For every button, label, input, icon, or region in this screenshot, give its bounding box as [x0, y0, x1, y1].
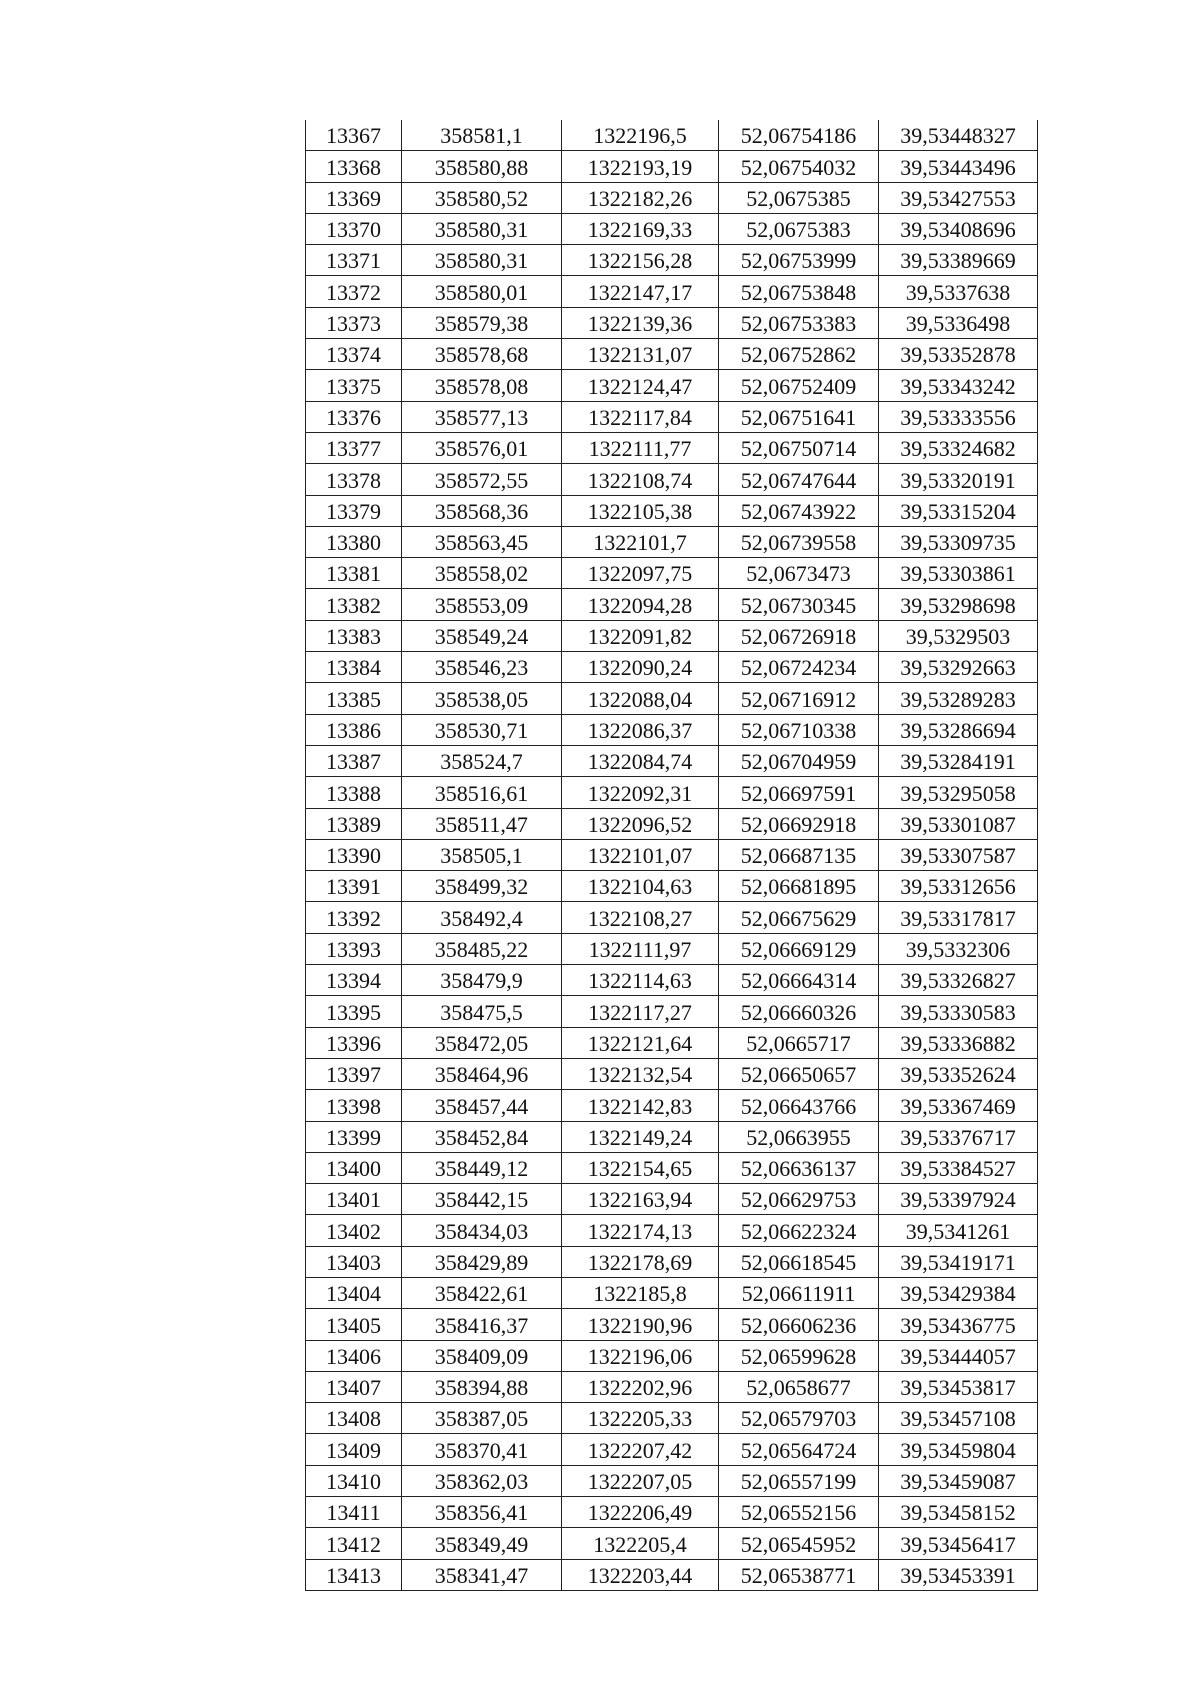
y-coordinate-cell: 1322111,77: [562, 432, 719, 463]
latitude-cell: 52,06753383: [719, 307, 879, 338]
x-coordinate-cell: 358576,01: [402, 432, 562, 463]
point-number-cell: 13378: [306, 464, 402, 495]
x-coordinate-cell: 358429,89: [402, 1246, 562, 1277]
latitude-cell: 52,06753999: [719, 245, 879, 276]
y-coordinate-cell: 1322147,17: [562, 276, 719, 307]
longitude-cell: 39,53384527: [879, 1152, 1038, 1183]
point-number-cell: 13369: [306, 182, 402, 213]
point-number-cell: 13395: [306, 996, 402, 1027]
longitude-cell: 39,53284191: [879, 745, 1038, 776]
point-number-cell: 13404: [306, 1277, 402, 1308]
longitude-cell: 39,53320191: [879, 464, 1038, 495]
point-number-cell: 13412: [306, 1528, 402, 1559]
y-coordinate-cell: 1322196,5: [562, 120, 719, 151]
longitude-cell: 39,53336882: [879, 1027, 1038, 1058]
latitude-cell: 52,0673473: [719, 558, 879, 589]
y-coordinate-cell: 1322207,05: [562, 1465, 719, 1496]
table-row: [306, 745, 1038, 776]
y-coordinate-cell: 1322111,97: [562, 933, 719, 964]
latitude-cell: 52,06726918: [719, 620, 879, 651]
x-coordinate-cell: 358475,5: [402, 996, 562, 1027]
point-number-cell: 13377: [306, 432, 402, 463]
longitude-cell: 39,53389669: [879, 245, 1038, 276]
latitude-cell: 52,06606236: [719, 1309, 879, 1340]
table-row: [306, 1434, 1038, 1465]
y-coordinate-cell: 1322149,24: [562, 1121, 719, 1152]
latitude-cell: 52,06704959: [719, 745, 879, 776]
y-coordinate-cell: 1322206,49: [562, 1497, 719, 1528]
longitude-cell: 39,53427553: [879, 182, 1038, 213]
latitude-cell: 52,06752862: [719, 339, 879, 370]
latitude-cell: 52,06538771: [719, 1559, 879, 1590]
x-coordinate-cell: 358579,38: [402, 307, 562, 338]
y-coordinate-cell: 1322185,8: [562, 1277, 719, 1308]
table-row: [306, 902, 1038, 933]
longitude-cell: 39,53429384: [879, 1277, 1038, 1308]
longitude-cell: 39,53315204: [879, 495, 1038, 526]
y-coordinate-cell: 1322108,27: [562, 902, 719, 933]
point-number-cell: 13406: [306, 1340, 402, 1371]
longitude-cell: 39,53408696: [879, 213, 1038, 244]
table-row: [306, 213, 1038, 244]
longitude-cell: 39,53456417: [879, 1528, 1038, 1559]
latitude-cell: 52,06599628: [719, 1340, 879, 1371]
table-row: [306, 182, 1038, 213]
latitude-cell: 52,06743922: [719, 495, 879, 526]
point-number-cell: 13399: [306, 1121, 402, 1152]
longitude-cell: 39,53307587: [879, 839, 1038, 870]
table-row: [306, 1403, 1038, 1434]
y-coordinate-cell: 1322142,83: [562, 1090, 719, 1121]
x-coordinate-cell: 358370,41: [402, 1434, 562, 1465]
y-coordinate-cell: 1322205,4: [562, 1528, 719, 1559]
longitude-cell: 39,53352624: [879, 1058, 1038, 1089]
x-coordinate-cell: 358578,08: [402, 370, 562, 401]
point-number-cell: 13392: [306, 902, 402, 933]
x-coordinate-cell: 358568,36: [402, 495, 562, 526]
longitude-cell: 39,53436775: [879, 1309, 1038, 1340]
latitude-cell: 52,06564724: [719, 1434, 879, 1465]
point-number-cell: 13383: [306, 620, 402, 651]
table-row: [306, 1277, 1038, 1308]
latitude-cell: 52,06611911: [719, 1277, 879, 1308]
longitude-cell: 39,53324682: [879, 432, 1038, 463]
latitude-cell: 52,06752409: [719, 370, 879, 401]
point-number-cell: 13398: [306, 1090, 402, 1121]
table-row: [306, 1559, 1038, 1590]
y-coordinate-cell: 1322205,33: [562, 1403, 719, 1434]
longitude-cell: 39,53397924: [879, 1184, 1038, 1215]
table-row: [306, 714, 1038, 745]
x-coordinate-cell: 358416,37: [402, 1309, 562, 1340]
longitude-cell: 39,53301087: [879, 808, 1038, 839]
longitude-cell: 39,53352878: [879, 339, 1038, 370]
point-number-cell: 13379: [306, 495, 402, 526]
y-coordinate-cell: 1322121,64: [562, 1027, 719, 1058]
table-row: [306, 151, 1038, 182]
latitude-cell: 52,06557199: [719, 1465, 879, 1496]
point-number-cell: 13376: [306, 401, 402, 432]
longitude-cell: 39,53289283: [879, 683, 1038, 714]
point-number-cell: 13386: [306, 714, 402, 745]
x-coordinate-cell: 358472,05: [402, 1027, 562, 1058]
latitude-cell: 52,06716912: [719, 683, 879, 714]
point-number-cell: 13391: [306, 871, 402, 902]
point-number-cell: 13387: [306, 745, 402, 776]
longitude-cell: 39,53298698: [879, 589, 1038, 620]
table-row: [306, 652, 1038, 683]
x-coordinate-cell: 358479,9: [402, 965, 562, 996]
latitude-cell: 52,06739558: [719, 526, 879, 557]
latitude-cell: 52,06697591: [719, 777, 879, 808]
longitude-cell: 39,53303861: [879, 558, 1038, 589]
longitude-cell: 39,53326827: [879, 965, 1038, 996]
table-row: [306, 1215, 1038, 1246]
table-row: [306, 339, 1038, 370]
x-coordinate-cell: 358530,71: [402, 714, 562, 745]
longitude-cell: 39,53309735: [879, 526, 1038, 557]
longitude-cell: 39,53458152: [879, 1497, 1038, 1528]
latitude-cell: 52,06675629: [719, 902, 879, 933]
point-number-cell: 13405: [306, 1309, 402, 1340]
table-row: [306, 1465, 1038, 1496]
latitude-cell: 52,06753848: [719, 276, 879, 307]
table-row: [306, 1027, 1038, 1058]
x-coordinate-cell: 358356,41: [402, 1497, 562, 1528]
table-row: [306, 401, 1038, 432]
table-row: [306, 871, 1038, 902]
x-coordinate-cell: 358499,32: [402, 871, 562, 902]
y-coordinate-cell: 1322117,27: [562, 996, 719, 1027]
latitude-cell: 52,06681895: [719, 871, 879, 902]
y-coordinate-cell: 1322139,36: [562, 307, 719, 338]
latitude-cell: 52,06660326: [719, 996, 879, 1027]
point-number-cell: 13372: [306, 276, 402, 307]
point-number-cell: 13410: [306, 1465, 402, 1496]
point-number-cell: 13397: [306, 1058, 402, 1089]
longitude-cell: 39,53367469: [879, 1090, 1038, 1121]
x-coordinate-cell: 358549,24: [402, 620, 562, 651]
x-coordinate-cell: 358577,13: [402, 401, 562, 432]
longitude-cell: 39,53419171: [879, 1246, 1038, 1277]
point-number-cell: 13407: [306, 1371, 402, 1402]
y-coordinate-cell: 1322091,82: [562, 620, 719, 651]
point-number-cell: 13381: [306, 558, 402, 589]
longitude-cell: 39,5332306: [879, 933, 1038, 964]
y-coordinate-cell: 1322108,74: [562, 464, 719, 495]
y-coordinate-cell: 1322101,07: [562, 839, 719, 870]
table-row: [306, 432, 1038, 463]
latitude-cell: 52,0663955: [719, 1121, 879, 1152]
y-coordinate-cell: 1322131,07: [562, 339, 719, 370]
y-coordinate-cell: 1322190,96: [562, 1309, 719, 1340]
x-coordinate-cell: 358464,96: [402, 1058, 562, 1089]
y-coordinate-cell: 1322156,28: [562, 245, 719, 276]
longitude-cell: 39,53453817: [879, 1371, 1038, 1402]
x-coordinate-cell: 358387,05: [402, 1403, 562, 1434]
longitude-cell: 39,53448327: [879, 120, 1038, 151]
table-row: [306, 1497, 1038, 1528]
x-coordinate-cell: 358578,68: [402, 339, 562, 370]
y-coordinate-cell: 1322086,37: [562, 714, 719, 745]
y-coordinate-cell: 1322114,63: [562, 965, 719, 996]
x-coordinate-cell: 358341,47: [402, 1559, 562, 1590]
x-coordinate-cell: 358538,05: [402, 683, 562, 714]
point-number-cell: 13371: [306, 245, 402, 276]
x-coordinate-cell: 358580,31: [402, 213, 562, 244]
latitude-cell: 52,06650657: [719, 1058, 879, 1089]
x-coordinate-cell: 358362,03: [402, 1465, 562, 1496]
x-coordinate-cell: 358505,1: [402, 839, 562, 870]
latitude-cell: 52,06754032: [719, 151, 879, 182]
longitude-cell: 39,53459804: [879, 1434, 1038, 1465]
point-number-cell: 13390: [306, 839, 402, 870]
latitude-cell: 52,0658677: [719, 1371, 879, 1402]
x-coordinate-cell: 358434,03: [402, 1215, 562, 1246]
latitude-cell: 52,06579703: [719, 1403, 879, 1434]
x-coordinate-cell: 358492,4: [402, 902, 562, 933]
y-coordinate-cell: 1322090,24: [562, 652, 719, 683]
longitude-cell: 39,53453391: [879, 1559, 1038, 1590]
latitude-cell: 52,0675385: [719, 182, 879, 213]
point-number-cell: 13393: [306, 933, 402, 964]
y-coordinate-cell: 1322117,84: [562, 401, 719, 432]
table-row: [306, 1058, 1038, 1089]
point-number-cell: 13411: [306, 1497, 402, 1528]
table-row: [306, 495, 1038, 526]
table-row: [306, 1528, 1038, 1559]
latitude-cell: 52,06669129: [719, 933, 879, 964]
latitude-cell: 52,06636137: [719, 1152, 879, 1183]
latitude-cell: 52,06730345: [719, 589, 879, 620]
latitude-cell: 52,06754186: [719, 120, 879, 151]
table-row: [306, 276, 1038, 307]
x-coordinate-cell: 358581,1: [402, 120, 562, 151]
coordinates-table-body: [306, 120, 1038, 1590]
x-coordinate-cell: 358516,61: [402, 777, 562, 808]
table-row: [306, 933, 1038, 964]
table-row: [306, 620, 1038, 651]
y-coordinate-cell: 1322105,38: [562, 495, 719, 526]
table-row: [306, 1340, 1038, 1371]
y-coordinate-cell: 1322163,94: [562, 1184, 719, 1215]
point-number-cell: 13389: [306, 808, 402, 839]
point-number-cell: 13401: [306, 1184, 402, 1215]
x-coordinate-cell: 358452,84: [402, 1121, 562, 1152]
table-row: [306, 1371, 1038, 1402]
longitude-cell: 39,53459087: [879, 1465, 1038, 1496]
latitude-cell: 52,06692918: [719, 808, 879, 839]
y-coordinate-cell: 1322094,28: [562, 589, 719, 620]
x-coordinate-cell: 358553,09: [402, 589, 562, 620]
x-coordinate-cell: 358409,09: [402, 1340, 562, 1371]
longitude-cell: 39,53443496: [879, 151, 1038, 182]
y-coordinate-cell: 1322092,31: [562, 777, 719, 808]
latitude-cell: 52,06751641: [719, 401, 879, 432]
point-number-cell: 13375: [306, 370, 402, 401]
x-coordinate-cell: 358422,61: [402, 1277, 562, 1308]
table-row: [306, 683, 1038, 714]
longitude-cell: 39,53376717: [879, 1121, 1038, 1152]
x-coordinate-cell: 358442,15: [402, 1184, 562, 1215]
table-row: [306, 996, 1038, 1027]
table-row: [306, 589, 1038, 620]
latitude-cell: 52,06643766: [719, 1090, 879, 1121]
y-coordinate-cell: 1322178,69: [562, 1246, 719, 1277]
latitude-cell: 52,06552156: [719, 1497, 879, 1528]
point-number-cell: 13374: [306, 339, 402, 370]
x-coordinate-cell: 358485,22: [402, 933, 562, 964]
x-coordinate-cell: 358449,12: [402, 1152, 562, 1183]
y-coordinate-cell: 1322193,19: [562, 151, 719, 182]
longitude-cell: 39,53292663: [879, 652, 1038, 683]
y-coordinate-cell: 1322174,13: [562, 1215, 719, 1246]
y-coordinate-cell: 1322097,75: [562, 558, 719, 589]
table-row: [306, 120, 1038, 151]
longitude-cell: 39,53343242: [879, 370, 1038, 401]
x-coordinate-cell: 358558,02: [402, 558, 562, 589]
y-coordinate-cell: 1322088,04: [562, 683, 719, 714]
longitude-cell: 39,53333556: [879, 401, 1038, 432]
latitude-cell: 52,0675383: [719, 213, 879, 244]
longitude-cell: 39,5341261: [879, 1215, 1038, 1246]
point-number-cell: 13409: [306, 1434, 402, 1465]
x-coordinate-cell: 358580,52: [402, 182, 562, 213]
x-coordinate-cell: 358572,55: [402, 464, 562, 495]
point-number-cell: 13385: [306, 683, 402, 714]
longitude-cell: 39,53330583: [879, 996, 1038, 1027]
latitude-cell: 52,06629753: [719, 1184, 879, 1215]
table-row: [306, 307, 1038, 338]
table-row: [306, 965, 1038, 996]
table-row: [306, 1309, 1038, 1340]
point-number-cell: 13394: [306, 965, 402, 996]
point-number-cell: 13380: [306, 526, 402, 557]
y-coordinate-cell: 1322101,7: [562, 526, 719, 557]
table-row: [306, 370, 1038, 401]
point-number-cell: 13408: [306, 1403, 402, 1434]
latitude-cell: 52,0665717: [719, 1027, 879, 1058]
point-number-cell: 13370: [306, 213, 402, 244]
x-coordinate-cell: 358524,7: [402, 745, 562, 776]
point-number-cell: 13402: [306, 1215, 402, 1246]
latitude-cell: 52,06664314: [719, 965, 879, 996]
coordinates-table: [305, 120, 1038, 1591]
y-coordinate-cell: 1322104,63: [562, 871, 719, 902]
x-coordinate-cell: 358580,01: [402, 276, 562, 307]
table-row: [306, 1246, 1038, 1277]
latitude-cell: 52,06687135: [719, 839, 879, 870]
longitude-cell: 39,53317817: [879, 902, 1038, 933]
y-coordinate-cell: 1322169,33: [562, 213, 719, 244]
table-row: [306, 464, 1038, 495]
table-row: [306, 1184, 1038, 1215]
longitude-cell: 39,5329503: [879, 620, 1038, 651]
y-coordinate-cell: 1322207,42: [562, 1434, 719, 1465]
latitude-cell: 52,06622324: [719, 1215, 879, 1246]
point-number-cell: 13388: [306, 777, 402, 808]
y-coordinate-cell: 1322132,54: [562, 1058, 719, 1089]
y-coordinate-cell: 1322182,26: [562, 182, 719, 213]
longitude-cell: 39,5336498: [879, 307, 1038, 338]
x-coordinate-cell: 358546,23: [402, 652, 562, 683]
latitude-cell: 52,06618545: [719, 1246, 879, 1277]
table-row: [306, 558, 1038, 589]
latitude-cell: 52,06724234: [719, 652, 879, 683]
table-row: [306, 777, 1038, 808]
x-coordinate-cell: 358511,47: [402, 808, 562, 839]
y-coordinate-cell: 1322202,96: [562, 1371, 719, 1402]
table-row: [306, 1090, 1038, 1121]
point-number-cell: 13400: [306, 1152, 402, 1183]
longitude-cell: 39,53444057: [879, 1340, 1038, 1371]
longitude-cell: 39,53312656: [879, 871, 1038, 902]
point-number-cell: 13373: [306, 307, 402, 338]
x-coordinate-cell: 358580,88: [402, 151, 562, 182]
longitude-cell: 39,5337638: [879, 276, 1038, 307]
point-number-cell: 13382: [306, 589, 402, 620]
latitude-cell: 52,06747644: [719, 464, 879, 495]
point-number-cell: 13367: [306, 120, 402, 151]
y-coordinate-cell: 1322124,47: [562, 370, 719, 401]
longitude-cell: 39,53457108: [879, 1403, 1038, 1434]
x-coordinate-cell: 358580,31: [402, 245, 562, 276]
point-number-cell: 13396: [306, 1027, 402, 1058]
y-coordinate-cell: 1322203,44: [562, 1559, 719, 1590]
table-row: [306, 808, 1038, 839]
y-coordinate-cell: 1322096,52: [562, 808, 719, 839]
y-coordinate-cell: 1322084,74: [562, 745, 719, 776]
x-coordinate-cell: 358457,44: [402, 1090, 562, 1121]
x-coordinate-cell: 358563,45: [402, 526, 562, 557]
latitude-cell: 52,06750714: [719, 432, 879, 463]
y-coordinate-cell: 1322196,06: [562, 1340, 719, 1371]
table-row: [306, 526, 1038, 557]
latitude-cell: 52,06710338: [719, 714, 879, 745]
table-row: [306, 839, 1038, 870]
point-number-cell: 13384: [306, 652, 402, 683]
table-row: [306, 1152, 1038, 1183]
point-number-cell: 13413: [306, 1559, 402, 1590]
longitude-cell: 39,53295058: [879, 777, 1038, 808]
x-coordinate-cell: 358394,88: [402, 1371, 562, 1402]
y-coordinate-cell: 1322154,65: [562, 1152, 719, 1183]
table-row: [306, 1121, 1038, 1152]
longitude-cell: 39,53286694: [879, 714, 1038, 745]
point-number-cell: 13403: [306, 1246, 402, 1277]
x-coordinate-cell: 358349,49: [402, 1528, 562, 1559]
point-number-cell: 13368: [306, 151, 402, 182]
table-row: [306, 245, 1038, 276]
latitude-cell: 52,06545952: [719, 1528, 879, 1559]
